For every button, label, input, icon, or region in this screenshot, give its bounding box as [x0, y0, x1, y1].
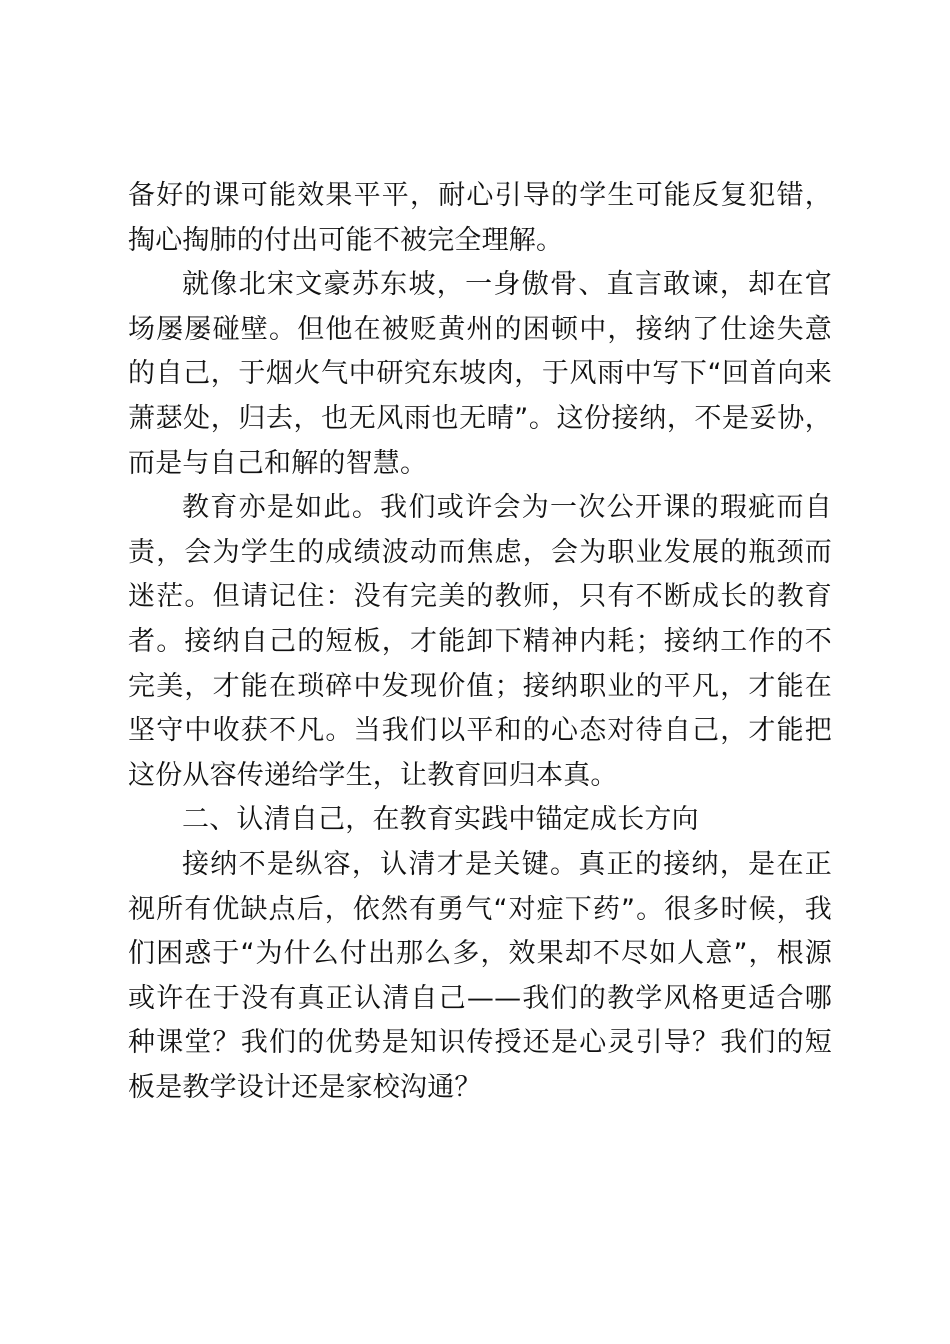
continuation-paragraph: 备好的课可能效果平平，耐心引导的学生可能反复犯错，掏心掏肺的付出可能不被完全理解。: [128, 180, 832, 256]
section-heading: 二、认清自己，在教育实践中锚定成长方向: [182, 804, 699, 836]
su-dongpo-paragraph: 就像北宋文豪苏东坡，一身傲骨、直言敢谏，却在官场屡屡碰壁。但他在被贬黄州的困顿中，接纳了仕途失意的自己，于烟火气中研究东坡肉，于风雨中写下“回首向来萧瑟处，归去，也无风雨也无晴”。这份接纳，不是妥协，而是与自己和解的智慧。: [128, 269, 832, 479]
education-paragraph: 教育亦是如此。我们或许会为一次公开课的瑕疵而自责，会为学生的成绩波动而焦虑，会为职业发展的瓶颈而迷茫。但请记住：没有完美的教师，只有不断成长的教育者。接纳自己的短板，才能卸下精神内耗；接纳工作的不完美，才能在琐碎中发现价值；接纳职业的平凡，才能在坚守中收获不凡。当我们以平和的心态对待自己，才能把这份从容传递给学生，让教育回归本真。: [128, 492, 832, 791]
recognize-self-paragraph: 接纳不是纵容，认清才是关键。真正的接纳，是在正视所有优缺点后，依然有勇气“对症下药”。很多时候，我们困惑于“为什么付出那么多，效果却不尽如人意”，根源或许在于没有真正认清自己——我们的教学风格更适合哪种课堂？我们的优势是知识传授还是心灵引导？我们的短板是教学设计还是家校沟通？: [128, 848, 832, 1103]
document-body: [128, 174, 832, 1110]
